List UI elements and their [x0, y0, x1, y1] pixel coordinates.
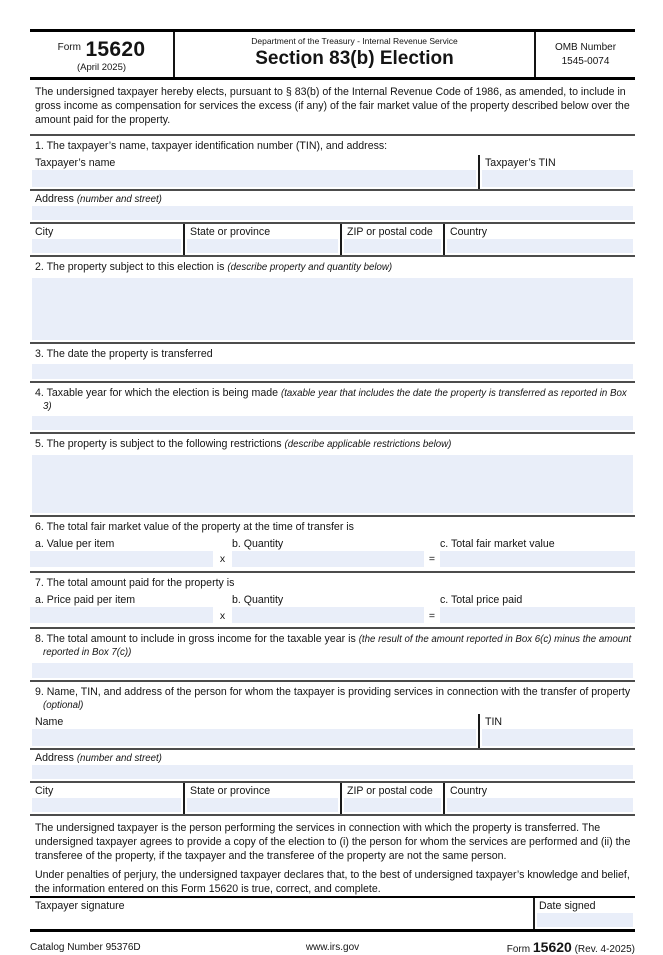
taxpayer-signature-label: Taxpayer signature — [35, 900, 125, 913]
omb-label: OMB Number — [554, 41, 617, 53]
form-word-label: Form — [57, 42, 81, 53]
gross-income-amount-input[interactable] — [32, 663, 633, 678]
taxpayer-address-input[interactable] — [32, 206, 633, 220]
transfer-date-input[interactable] — [32, 364, 633, 379]
section3-heading: 3. The date the property is transferred — [35, 347, 213, 360]
recipient-city-label: City — [35, 785, 54, 798]
footer-form-revision: (Rev. 4-2025) — [574, 944, 635, 955]
section7-a-label: a. Price paid per item — [35, 594, 136, 607]
form-revision: (April 2025) — [76, 62, 127, 73]
taxpayer-name-input[interactable] — [32, 170, 476, 187]
form-header — [30, 32, 635, 80]
recipient-state-cell — [183, 783, 340, 814]
taxpayer-city-label: City — [35, 226, 54, 239]
section7-column-labels — [30, 592, 635, 606]
address-label-text: Address — [35, 752, 74, 765]
taxpayer-name-row — [30, 155, 635, 189]
page-footer — [30, 932, 635, 955]
price-paid-per-item-input[interactable] — [30, 607, 213, 623]
property-description-input[interactable] — [32, 278, 633, 340]
taxpayer-name-label: Taxpayer’s name — [35, 157, 116, 170]
taxpayer-address-row — [30, 191, 635, 220]
recipient-country-input[interactable] — [447, 798, 633, 812]
section9-heading-hint: (optional) — [43, 699, 84, 711]
recipient-zip-input[interactable] — [344, 798, 441, 812]
section2-heading-hint: (describe property and quantity below) — [227, 262, 393, 274]
taxpayer-country-cell — [443, 224, 635, 255]
taxpayer-zip-input[interactable] — [344, 239, 441, 253]
section7-b-label: b. Quantity — [232, 594, 284, 607]
taxpayer-city-input[interactable] — [32, 239, 181, 253]
omb-box — [534, 32, 635, 77]
section5-heading-hint: (describe applicable restrictions below) — [284, 439, 452, 451]
taxpayer-city-row — [30, 224, 635, 255]
omb-number: 1545-0074 — [561, 55, 610, 67]
taxable-year-input[interactable] — [32, 416, 633, 430]
section9-heading-text: 9. Name, TIN, and address of the person for whom the taxpayer is providing services in connection with the transfer of property — [35, 685, 631, 698]
section7-c-label: c. Total price paid — [440, 594, 523, 607]
form-number: 15620 — [85, 38, 146, 61]
address-label-text: Address — [35, 193, 74, 206]
recipient-address-label — [30, 750, 635, 764]
recipient-country-cell — [443, 783, 635, 814]
recipient-tin-input[interactable] — [482, 729, 633, 746]
taxpayer-tin-label: Taxpayer’s TIN — [485, 157, 556, 170]
section6-c-label: c. Total fair market value — [440, 537, 555, 550]
taxpayer-state-input[interactable] — [187, 239, 338, 253]
section5-heading — [35, 434, 635, 453]
copy-of-election-statement: The undersigned taxpayer is the person performing the services in connection with which the property is transferred. The undersigned taxpayer agrees to provide a copy of the election to (i) the person for whom the services are performed and (ii) the transferee of the property, if the taxpayer and the transferee of the property are not the same person. — [35, 822, 631, 863]
section6-field-row — [30, 550, 635, 571]
section4-heading-hint: (taxable year that includes the date the property is transferred as reported in Box 3) — [43, 387, 627, 413]
section6-b-label: b. Quantity — [232, 537, 284, 550]
section9-heading — [35, 682, 635, 714]
section4-heading — [35, 383, 635, 415]
signature-row — [30, 898, 635, 929]
equals-operator: = — [428, 553, 436, 566]
agency-name: Department of the Treasury - Internal Revenue Service — [251, 36, 458, 46]
recipient-state-input[interactable] — [187, 798, 338, 812]
recipient-state-label: State or province — [190, 785, 271, 798]
recipient-zip-cell — [340, 783, 443, 814]
address-label-hint: (number and street) — [76, 753, 162, 765]
recipient-city-cell — [30, 783, 183, 814]
recipient-address-input[interactable] — [32, 765, 633, 779]
section2-heading-text: 2. The property subject to this election is — [35, 261, 225, 274]
recipient-name-cell — [30, 714, 478, 748]
fmv-value-per-item-input[interactable] — [30, 551, 213, 567]
taxpayer-name-cell — [30, 155, 478, 189]
section8-heading — [35, 629, 635, 661]
section8-heading-text: 8. The total amount to include in gross income for the taxable year is — [35, 633, 356, 646]
address-label-hint: (number and street) — [76, 194, 162, 206]
date-signed-cell — [533, 898, 635, 929]
section1-heading: 1. The taxpayer’s name, taxpayer identification number (TIN), and address: — [35, 140, 388, 153]
taxpayer-country-input[interactable] — [447, 239, 633, 253]
recipient-name-input[interactable] — [32, 729, 476, 746]
election-statement: The undersigned taxpayer hereby elects, pursuant to § 83(b) of the Internal Revenue Code of 1986, as amended, to include in gross income as compensation for services the excess (if any) of the fair market value of the property described below over the amount paid for the property. — [35, 86, 630, 127]
footer-form-id — [421, 939, 635, 955]
recipient-city-input[interactable] — [32, 798, 181, 812]
section6-heading: 6. The total fair market value of the property at the time of transfer is — [35, 520, 354, 533]
section6-a-label: a. Value per item — [35, 537, 115, 550]
section4-heading-text: 4. Taxable year for which the election is being made — [35, 386, 279, 399]
multiply-operator: x — [219, 609, 226, 622]
perjury-statement: Under penalties of perjury, the undersigned taxpayer declares that, to the best of undersigned taxpayer’s knowledge and belief, the information entered on this Form 15620 is true, correct, and complete. — [35, 869, 630, 896]
date-signed-input[interactable] — [537, 913, 633, 927]
recipient-tin-label: TIN — [485, 716, 503, 729]
fmv-total-input[interactable] — [440, 551, 635, 567]
recipient-city-row — [30, 783, 635, 814]
taxpayer-zip-label: ZIP or postal code — [347, 226, 433, 239]
restrictions-input[interactable] — [32, 455, 633, 513]
recipient-zip-label: ZIP or postal code — [347, 785, 433, 798]
taxpayer-country-label: Country — [450, 226, 488, 239]
taxpayer-tin-cell — [478, 155, 635, 189]
recipient-tin-cell — [478, 714, 635, 748]
taxpayer-zip-cell — [340, 224, 443, 255]
section5-heading-text: 5. The property is subject to the following restrictions — [35, 438, 282, 451]
irs-website: www.irs.gov — [305, 941, 360, 953]
paid-quantity-input[interactable] — [232, 607, 424, 623]
footer-form-word: Form — [506, 944, 531, 955]
page-title: Section 83(b) Election — [255, 48, 454, 69]
catalog-number: Catalog Number 95376D — [30, 941, 141, 953]
form-title-box — [175, 32, 534, 77]
taxpayer-signature-area[interactable] — [30, 898, 533, 929]
form-number-box — [30, 32, 175, 77]
section2-heading — [35, 257, 635, 276]
taxpayer-city-cell — [30, 224, 183, 255]
taxpayer-address-label — [30, 191, 635, 205]
taxpayer-state-cell — [183, 224, 340, 255]
section7-field-row — [30, 606, 635, 627]
taxpayer-tin-input[interactable] — [482, 170, 633, 187]
taxpayer-state-label: State or province — [190, 226, 271, 239]
equals-operator: = — [428, 609, 436, 622]
recipient-name-row — [30, 714, 635, 748]
recipient-name-label: Name — [35, 716, 64, 729]
fmv-quantity-input[interactable] — [232, 551, 424, 567]
multiply-operator: x — [219, 553, 226, 566]
recipient-country-label: Country — [450, 785, 488, 798]
recipient-address-row — [30, 750, 635, 779]
section8-heading-hint: (the result of the amount reported in Box 6(c) minus the amount reported in Box 7(c)) — [43, 634, 632, 659]
section7-heading: 7. The total amount paid for the property is — [35, 576, 235, 589]
total-price-paid-input[interactable] — [440, 607, 635, 623]
footer-form-number: 15620 — [532, 939, 572, 955]
section6-column-labels — [30, 536, 635, 550]
date-signed-label: Date signed — [539, 900, 596, 913]
